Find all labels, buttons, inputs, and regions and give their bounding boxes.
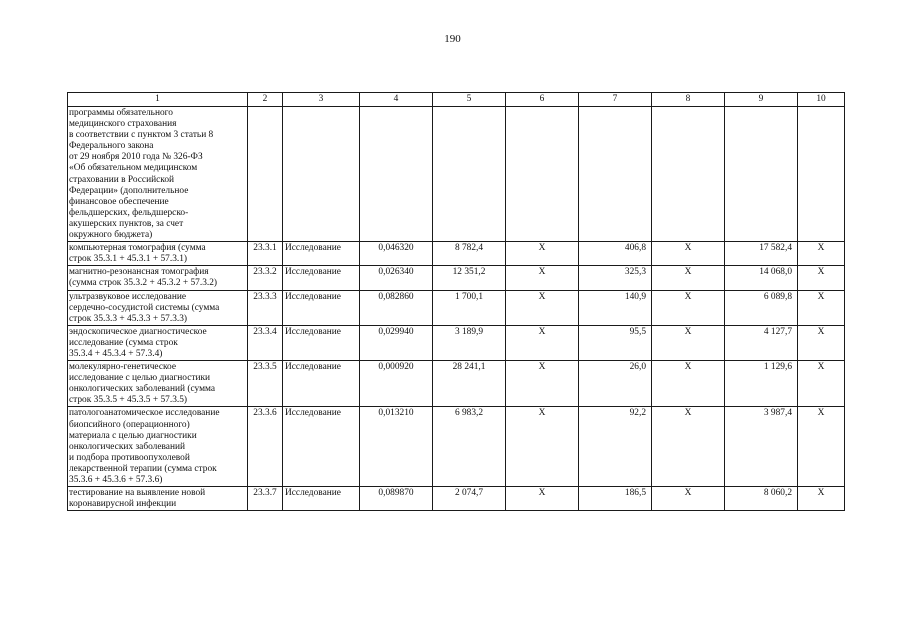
description-line: онкологических заболеваний (сумма xyxy=(69,384,216,395)
row-col6-cell: Х xyxy=(506,361,579,407)
row-col8-cell: Х xyxy=(652,407,725,487)
table-header-row xyxy=(68,93,845,107)
row-cost-cell: 8 782,4 xyxy=(433,242,506,266)
description-line: лекарственной терапии (сумма строк xyxy=(69,463,217,474)
row-col10-cell: Х xyxy=(798,325,845,360)
description-line: онкологических заболеваний xyxy=(69,441,186,452)
description-line: окружного бюджета) xyxy=(69,230,153,241)
row-norm-cell: 0,046320 xyxy=(360,242,433,266)
row-cost-cell: 3 189,9 xyxy=(433,325,506,360)
row-norm-cell: 0,029940 xyxy=(360,325,433,360)
column-header: 5 xyxy=(433,93,506,107)
empty-cell xyxy=(652,107,725,242)
table-row xyxy=(68,407,845,487)
row-description-cell xyxy=(68,361,248,407)
row-unit-cell: Исследование xyxy=(283,325,360,360)
row-unit-cell: Исследование xyxy=(283,407,360,487)
row-col6-cell: Х xyxy=(506,242,579,266)
column-header: 10 xyxy=(798,93,845,107)
description-line: патологоанатомическое исследование xyxy=(69,408,220,419)
row-cost-cell: 1 700,1 xyxy=(433,290,506,325)
intro-row xyxy=(68,107,845,242)
description-line: акушерских пунктов, за счет xyxy=(69,218,184,229)
column-header: 7 xyxy=(579,93,652,107)
table-row xyxy=(68,325,845,360)
column-header: 3 xyxy=(283,93,360,107)
row-col8-cell: Х xyxy=(652,290,725,325)
description-line: исследование (сумма строк xyxy=(69,337,178,348)
row-description-cell xyxy=(68,487,248,511)
row-unit-cell: Исследование xyxy=(283,242,360,266)
row-norm-cell: 0,026340 xyxy=(360,266,433,290)
row-norm-cell: 0,089870 xyxy=(360,487,433,511)
row-description-cell xyxy=(68,407,248,487)
table-row xyxy=(68,487,845,511)
row-col9-cell: 1 129,6 xyxy=(725,361,798,407)
row-code-cell: 23.3.3 xyxy=(248,290,283,325)
column-header: 1 xyxy=(68,93,248,107)
row-col8-cell: Х xyxy=(652,242,725,266)
row-col9-cell: 6 089,8 xyxy=(725,290,798,325)
table-row xyxy=(68,242,845,266)
row-col10-cell: Х xyxy=(798,361,845,407)
row-description-cell xyxy=(68,242,248,266)
row-code-cell: 23.3.6 xyxy=(248,407,283,487)
description-line: Федерального закона xyxy=(69,141,154,152)
row-description-cell xyxy=(68,266,248,290)
row-code-cell: 23.3.4 xyxy=(248,325,283,360)
empty-cell xyxy=(283,107,360,242)
description-line: строк 35.3.1 + 45.3.1 + 57.3.1) xyxy=(69,254,188,265)
row-col8-cell: Х xyxy=(652,325,725,360)
description-line: программы обязательного xyxy=(69,108,173,118)
description-line: 35.3.6 + 45.3.6 + 57.3.6) xyxy=(69,475,163,485)
column-header: 4 xyxy=(360,93,433,107)
row-col8-cell: Х xyxy=(652,361,725,407)
description-line: от 29 ноября 2010 года № 326-ФЗ xyxy=(69,152,203,163)
description-line: компьютерная томография (сумма xyxy=(69,243,206,254)
description-line: исследование с целью диагностики xyxy=(69,373,211,384)
description-line: биопсийного (операционного) xyxy=(69,419,190,430)
row-description-cell xyxy=(68,290,248,325)
empty-cell xyxy=(433,107,506,242)
description-line: в соответствии с пунктом 3 статьи 8 xyxy=(69,130,214,141)
description-line: сердечно-сосудистой системы (сумма xyxy=(69,302,220,313)
row-col8-cell: Х xyxy=(652,487,725,511)
empty-cell xyxy=(360,107,433,242)
description-line: магнитно-резонансная томография xyxy=(69,267,209,278)
description-line: «Об обязательном медицинском xyxy=(69,163,198,174)
row-cost-cell: 12 351,2 xyxy=(433,266,506,290)
row-col6-cell: Х xyxy=(506,407,579,487)
description-line: финансовое обеспечение xyxy=(69,196,169,207)
row-col9-cell: 14 068,0 xyxy=(725,266,798,290)
table-row xyxy=(68,266,845,290)
empty-cell xyxy=(725,107,798,242)
row-col6-cell: Х xyxy=(506,325,579,360)
table-row xyxy=(68,361,845,407)
row-col9-cell: 3 987,4 xyxy=(725,407,798,487)
row-col8-cell: Х xyxy=(652,266,725,290)
empty-cell xyxy=(248,107,283,242)
row-col10-cell: Х xyxy=(798,487,845,511)
row-col7-cell: 26,0 xyxy=(579,361,652,407)
description-line: строк 35.3.5 + 45.3.5 + 57.3.5) xyxy=(69,395,188,406)
empty-cell xyxy=(798,107,845,242)
row-col9-cell: 17 582,4 xyxy=(725,242,798,266)
row-norm-cell: 0,082860 xyxy=(360,290,433,325)
row-col6-cell: Х xyxy=(506,266,579,290)
row-col7-cell: 140,9 xyxy=(579,290,652,325)
description-line: Федерации» (дополнительное xyxy=(69,185,189,196)
column-header: 2 xyxy=(248,93,283,107)
description-line: ультразвуковое исследование xyxy=(69,291,187,302)
description-line: коронавирусной инфекции xyxy=(69,499,177,510)
row-col10-cell: Х xyxy=(798,407,845,487)
row-norm-cell: 0,000920 xyxy=(360,361,433,407)
description-line: материала с целью диагностики xyxy=(69,430,197,441)
row-description-cell xyxy=(68,325,248,360)
row-col10-cell: Х xyxy=(798,266,845,290)
row-unit-cell: Исследование xyxy=(283,361,360,407)
row-col6-cell: Х xyxy=(506,487,579,511)
description-line: тестирование на выявление новой xyxy=(69,488,206,499)
intro-description-cell xyxy=(68,107,248,242)
column-header: 6 xyxy=(506,93,579,107)
row-cost-cell: 2 074,7 xyxy=(433,487,506,511)
empty-cell xyxy=(506,107,579,242)
description-line: страховании в Российской xyxy=(69,174,175,185)
row-col6-cell: Х xyxy=(506,290,579,325)
row-col7-cell: 92,2 xyxy=(579,407,652,487)
description-line: 35.3.4 + 45.3.4 + 57.3.4) xyxy=(69,348,163,359)
row-col7-cell: 406,8 xyxy=(579,242,652,266)
row-col9-cell: 8 060,2 xyxy=(725,487,798,511)
row-code-cell: 23.3.5 xyxy=(248,361,283,407)
row-norm-cell: 0,013210 xyxy=(360,407,433,487)
row-col10-cell: Х xyxy=(798,242,845,266)
row-cost-cell: 28 241,1 xyxy=(433,361,506,407)
data-table xyxy=(67,92,845,511)
row-col7-cell: 186,5 xyxy=(579,487,652,511)
column-header: 8 xyxy=(652,93,725,107)
description-line: медицинского страхования xyxy=(69,119,177,130)
row-unit-cell: Исследование xyxy=(283,290,360,325)
description-line: и подбора противоопухолевой xyxy=(69,452,190,463)
description-line: молекулярно-генетическое xyxy=(69,362,177,373)
column-header: 9 xyxy=(725,93,798,107)
page-number: 190 xyxy=(444,33,461,45)
row-col7-cell: 325,3 xyxy=(579,266,652,290)
description-line: фельдшерских, фельдшерско- xyxy=(69,207,189,218)
row-cost-cell: 6 983,2 xyxy=(433,407,506,487)
row-col7-cell: 95,5 xyxy=(579,325,652,360)
row-code-cell: 23.3.1 xyxy=(248,242,283,266)
description-line: эндоскопическое диагностическое xyxy=(69,326,207,337)
description-line: (сумма строк 35.3.2 + 45.3.2 + 57.3.2) xyxy=(69,278,218,289)
row-code-cell: 23.3.7 xyxy=(248,487,283,511)
row-unit-cell: Исследование xyxy=(283,487,360,511)
row-code-cell: 23.3.2 xyxy=(248,266,283,290)
row-col9-cell: 4 127,7 xyxy=(725,325,798,360)
empty-cell xyxy=(579,107,652,242)
row-col10-cell: Х xyxy=(798,290,845,325)
description-line: строк 35.3.3 + 45.3.3 + 57.3.3) xyxy=(69,313,188,324)
row-unit-cell: Исследование xyxy=(283,266,360,290)
table-row xyxy=(68,290,845,325)
